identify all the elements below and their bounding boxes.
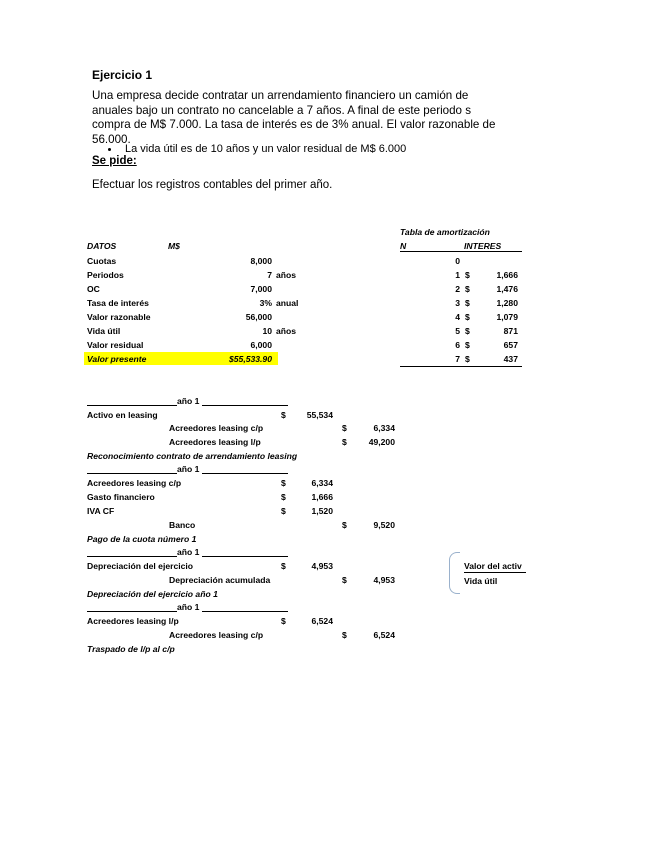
amortization-col-interes: INTERES <box>464 241 502 251</box>
debit-currency: $ <box>281 478 286 488</box>
credit-currency: $ <box>342 630 347 640</box>
debit-amount: 1,520 <box>311 506 333 516</box>
entry-caption: Traspado de l/p al c/p <box>87 644 175 654</box>
account-name: Acreedores leasing l/p <box>87 616 179 626</box>
datos-value: 8,000 <box>250 256 272 266</box>
statement-line: Una empresa decide contratar un arrendamiento financiero un camión de <box>92 89 469 102</box>
amortization-bottom-rule <box>400 366 522 367</box>
amortization-currency: $ <box>465 340 470 350</box>
amortization-n: 7 <box>455 354 460 364</box>
datos-value: 56,000 <box>245 312 272 322</box>
year-rule-left <box>87 405 177 406</box>
present-value-label: Valor presente <box>87 354 147 364</box>
datos-suffix: años <box>276 270 297 280</box>
account-name: Acreedores leasing l/p <box>169 437 261 447</box>
year-rule-left <box>87 556 177 557</box>
debit-currency: $ <box>281 561 286 571</box>
debit-currency: $ <box>281 506 286 516</box>
amortization-col-n: N <box>400 241 407 251</box>
amortization-n: 1 <box>455 270 460 280</box>
amortization-n: 5 <box>455 326 460 336</box>
datos-value: 7 <box>267 270 272 280</box>
datos-label: OC <box>87 284 100 294</box>
amortization-interes: 1,476 <box>496 284 518 294</box>
year-rule-right <box>202 611 288 612</box>
datos-label: Valor razonable <box>87 312 151 322</box>
amortization-currency: $ <box>465 284 470 294</box>
debit-amount: 55,534 <box>306 410 333 420</box>
amortization-n: 6 <box>455 340 460 350</box>
datos-value: 10 <box>262 326 272 336</box>
year-rule-right <box>202 556 288 557</box>
debit-currency: $ <box>281 410 286 420</box>
debit-currency: $ <box>281 492 286 502</box>
present-value-amount: $55,533.90 <box>228 354 272 364</box>
amortization-n: 2 <box>455 284 460 294</box>
amortization-currency: $ <box>465 298 470 308</box>
account-name: Acreedores leasing c/p <box>169 423 264 433</box>
statement-line: anuales bajo un contrato no cancelable a 7 años. A final de este periodo s <box>92 103 472 117</box>
bullet-icon <box>108 148 111 151</box>
entry-caption: Depreciación del ejercicio año 1 <box>87 589 218 599</box>
se-pide-heading: Se pide: <box>92 155 137 167</box>
debit-amount: 4,953 <box>311 561 333 571</box>
amortization-n: 0 <box>455 256 460 266</box>
year-rule-left <box>87 473 177 474</box>
account-name: Activo en leasing <box>87 410 158 420</box>
credit-currency: $ <box>342 437 347 447</box>
year-label: año 1 <box>177 602 200 612</box>
credit-amount: 4,953 <box>373 575 395 585</box>
entry-caption: Pago de la cuota número 1 <box>87 534 197 544</box>
statement-line: 56.000. <box>92 132 131 146</box>
year-rule-right <box>202 405 288 406</box>
amortization-n: 3 <box>455 298 460 308</box>
amortization-header-rule <box>400 251 522 252</box>
year-label: año 1 <box>177 464 200 474</box>
account-name: Depreciación del ejercicio <box>87 561 194 571</box>
datos-suffix: anual <box>276 298 299 308</box>
statement-line: compra de M$ 7.000. La tasa de interés es de 3% anual. El valor razonable de <box>92 118 496 132</box>
side-note-line: Valor del activ <box>464 561 526 573</box>
account-name: Gasto financiero <box>87 492 155 502</box>
account-name: IVA CF <box>87 506 115 516</box>
amortization-interes: 871 <box>503 326 518 336</box>
amortization-title: Tabla de amortización <box>400 227 490 237</box>
credit-amount: 49,200 <box>368 437 395 447</box>
datos-value: 3% <box>259 298 272 308</box>
datos-label: Periodos <box>87 270 124 280</box>
amortization-currency: $ <box>465 326 470 336</box>
credit-currency: $ <box>342 520 347 530</box>
side-note-line: Vida útil <box>464 576 498 586</box>
datos-suffix: años <box>276 326 297 336</box>
instruction-text: Efectuar los registros contables del primer año. <box>92 179 333 191</box>
bullet-text: La vida útil es de 10 años y un valor residual de M$ 6.000 <box>125 143 407 155</box>
credit-currency: $ <box>342 575 347 585</box>
amortization-interes: 1,280 <box>496 298 518 308</box>
datos-unit: M$ <box>168 241 180 251</box>
amortization-currency: $ <box>465 354 470 364</box>
datos-header: DATOS <box>87 241 117 251</box>
bullet-item <box>92 143 406 155</box>
debit-amount: 6,334 <box>311 478 333 488</box>
amortization-n: 4 <box>455 312 460 322</box>
exercise-title: Ejercicio 1 <box>92 68 153 82</box>
entry-caption: Reconocimiento contrato de arrendamiento leasing <box>87 451 298 461</box>
datos-label: Valor residual <box>87 340 144 350</box>
credit-amount: 6,334 <box>373 423 395 433</box>
brace-shape <box>449 552 460 594</box>
exercise-statement <box>92 89 525 147</box>
amortization-currency: $ <box>465 312 470 322</box>
credit-amount: 9,520 <box>373 520 395 530</box>
debit-currency: $ <box>281 616 286 626</box>
debit-amount: 1,666 <box>311 492 333 502</box>
amortization-interes: 1,666 <box>496 270 518 280</box>
year-rule-right <box>202 473 288 474</box>
account-name: Acreedores leasing c/p <box>87 478 182 488</box>
credit-currency: $ <box>342 423 347 433</box>
datos-label: Cuotas <box>87 256 117 266</box>
amortization-interes: 1,079 <box>496 312 518 322</box>
datos-label: Vida útil <box>87 326 121 336</box>
datos-value: 7,000 <box>250 284 272 294</box>
account-name: Depreciación acumulada <box>169 575 271 585</box>
account-name: Acreedores leasing c/p <box>169 630 264 640</box>
amortization-currency: $ <box>465 270 470 280</box>
credit-amount: 6,524 <box>373 630 395 640</box>
datos-value: 6,000 <box>250 340 272 350</box>
account-name: Banco <box>169 520 196 530</box>
amortization-interes: 657 <box>503 340 518 350</box>
year-rule-left <box>87 611 177 612</box>
datos-label: Tasa de interés <box>87 298 149 308</box>
year-label: año 1 <box>177 396 200 406</box>
debit-amount: 6,524 <box>311 616 333 626</box>
amortization-interes: 437 <box>503 354 518 364</box>
year-label: año 1 <box>177 547 200 557</box>
